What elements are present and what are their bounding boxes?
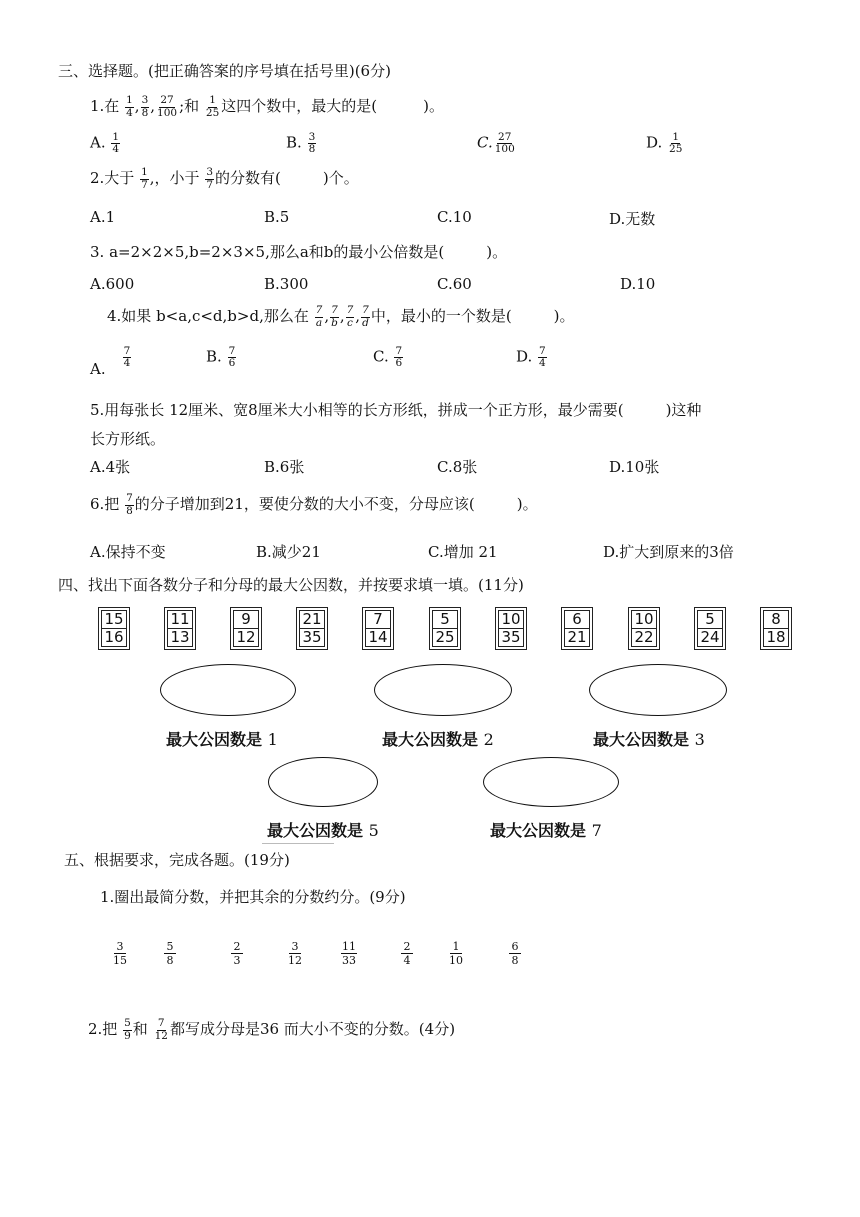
q2-option-a[interactable]: A.1 (90, 208, 116, 226)
question-4: 4.如果 b<a,c<d,b>d,那么在 $\frac{7}{a}$ , $\frac{7}{b}$ , $\frac{7}{c}$ , $\frac{7}{d}$ 中，最小的一个数是( )。 (107, 304, 575, 329)
simplify-fraction[interactable]: 2 4 (401, 940, 413, 967)
fraction-card[interactable]: 5 25 (429, 607, 461, 650)
q4-option-a[interactable]: A. $\frac{7}{4}$ (90, 345, 131, 378)
q1-option-d[interactable]: D. $\frac{1}{25}$ (646, 131, 683, 156)
q3-option-a[interactable]: A.600 (90, 275, 135, 293)
q1-option-b[interactable]: B. $\frac{3}{8}$ (286, 131, 316, 156)
section-3-title: 三、选择题。(把正确答案的序号填在括号里)(6分) (58, 62, 391, 80)
question-5-line1: 5.用每张长 12厘米、宽8厘米大小相等的长方形纸，拼成一个正方形，最少需要( )这种 (90, 401, 702, 419)
q6-option-c[interactable]: C.增加 21 (428, 543, 498, 561)
fraction-card[interactable]: 11 13 (164, 607, 196, 650)
q6-option-a[interactable]: A.保持不变 (90, 543, 166, 561)
q5-option-c[interactable]: C.8张 (437, 458, 478, 476)
q3-option-d[interactable]: D.10 (620, 275, 656, 293)
fraction-card[interactable]: 7 14 (362, 607, 394, 650)
q5-option-d[interactable]: D.10张 (609, 458, 660, 476)
fraction-card[interactable]: 5 24 (694, 607, 726, 650)
gcd-2-ellipse[interactable] (374, 664, 512, 716)
q5-option-b[interactable]: B.6张 (264, 458, 305, 476)
simplify-fraction[interactable]: 6 8 (509, 940, 521, 967)
section-5-title: 五、根据要求，完成各题。(19分) (64, 851, 290, 869)
q2-option-c[interactable]: C.10 (437, 208, 472, 226)
gcd-1-ellipse[interactable] (160, 664, 296, 716)
simplify-fraction[interactable]: 5 8 (164, 940, 176, 967)
fraction-card[interactable]: 8 18 (760, 607, 792, 650)
q2-option-b[interactable]: B.5 (264, 208, 290, 226)
fraction: $\frac{3}{8}$ (141, 94, 149, 119)
fraction: $\frac{1}{4}$ (126, 94, 133, 119)
q3-option-b[interactable]: B.300 (264, 275, 309, 293)
fraction-card[interactable]: 15 16 (98, 607, 130, 650)
simplify-fraction[interactable]: 11 33 (342, 940, 356, 968)
q6-option-d[interactable]: D.扩大到原来的3倍 (603, 543, 734, 561)
q1-option-c[interactable]: C. $\frac{27}{100}$ (477, 131, 515, 156)
gcd-3-label: 最大公因数是 3 (593, 730, 705, 749)
gcd-7-label: 最大公因数是 7 (490, 821, 602, 840)
gcd-7-ellipse[interactable] (483, 757, 619, 807)
question-6: 6.把 $\frac{7}{8}$ 的分子增加到21，要使分数的大小不变，分母应该( )。 (90, 492, 538, 517)
fraction: $\frac{1}{25}$ (205, 94, 220, 119)
q6-option-b[interactable]: B.减少21 (256, 543, 321, 561)
question-3: 3. a=2×2×5,b=2×3×5,那么a和b的最小公倍数是( )。 (90, 243, 508, 261)
question-2: 2.大于 $\frac{1}{7}$ ,，小于 $\frac{3}{7}$ 的分数有( )个。 (90, 166, 359, 191)
simplify-fraction[interactable]: 3 15 (113, 940, 127, 968)
fraction: $\frac{3}{7}$ (206, 166, 214, 191)
q4-option-b[interactable]: B. $\frac{7}{6}$ (206, 345, 236, 370)
fraction-card[interactable]: 21 35 (296, 607, 328, 650)
gcd-1-label: 最大公因数是 1 (166, 730, 278, 749)
divider (262, 843, 334, 844)
fraction: $\frac{1}{7}$ (141, 166, 148, 191)
fraction-card[interactable]: 10 35 (495, 607, 527, 650)
simplify-fraction[interactable]: 3 12 (288, 940, 302, 968)
simplify-fraction[interactable]: 2 3 (231, 940, 243, 967)
gcd-5-label: 最大公因数是 5 (267, 821, 379, 840)
section-5-question-1: 1.圈出最简分数，并把其余的分数约分。(9分) (100, 888, 406, 906)
fraction: $\frac{27}{100}$ (157, 94, 178, 119)
q3-option-c[interactable]: C.60 (437, 275, 472, 293)
question-5-line2: 长方形纸。 (90, 430, 166, 448)
fraction-card[interactable]: 6 21 (561, 607, 593, 650)
section-4-title: 四、找出下面各数分子和分母的最大公因数，并按要求填一填。(11分) (58, 576, 524, 594)
section-5-question-2: 2.把 $\frac{5}{9}$ 和 $\frac{7}{12}$ 都写成分母是36 而大小不变的分数。(4分) (88, 1017, 456, 1042)
gcd-5-ellipse[interactable] (268, 757, 378, 807)
gcd-3-ellipse[interactable] (589, 664, 727, 716)
fraction-card[interactable]: 10 22 (628, 607, 660, 650)
simplify-fraction[interactable]: 1 10 (449, 940, 463, 968)
q4-option-d[interactable]: D. $\frac{7}{4}$ (516, 345, 546, 370)
q5-option-a[interactable]: A.4张 (90, 458, 131, 476)
q1-option-a[interactable]: A. $\frac{1}{4}$ (90, 131, 120, 156)
gcd-2-label: 最大公因数是 2 (382, 730, 494, 749)
fraction-card[interactable]: 9 12 (230, 607, 262, 650)
question-1: 1.在 $\frac{1}{4}$ , $\frac{3}{8}$ , $\frac{27}{100}$ ;和 $\frac{1}{25}$ 这四个数中，最大的是( )。 (90, 94, 444, 119)
q4-option-c[interactable]: C. $\frac{7}{6}$ (373, 345, 403, 370)
q2-option-d[interactable]: D.无数 (609, 210, 656, 228)
